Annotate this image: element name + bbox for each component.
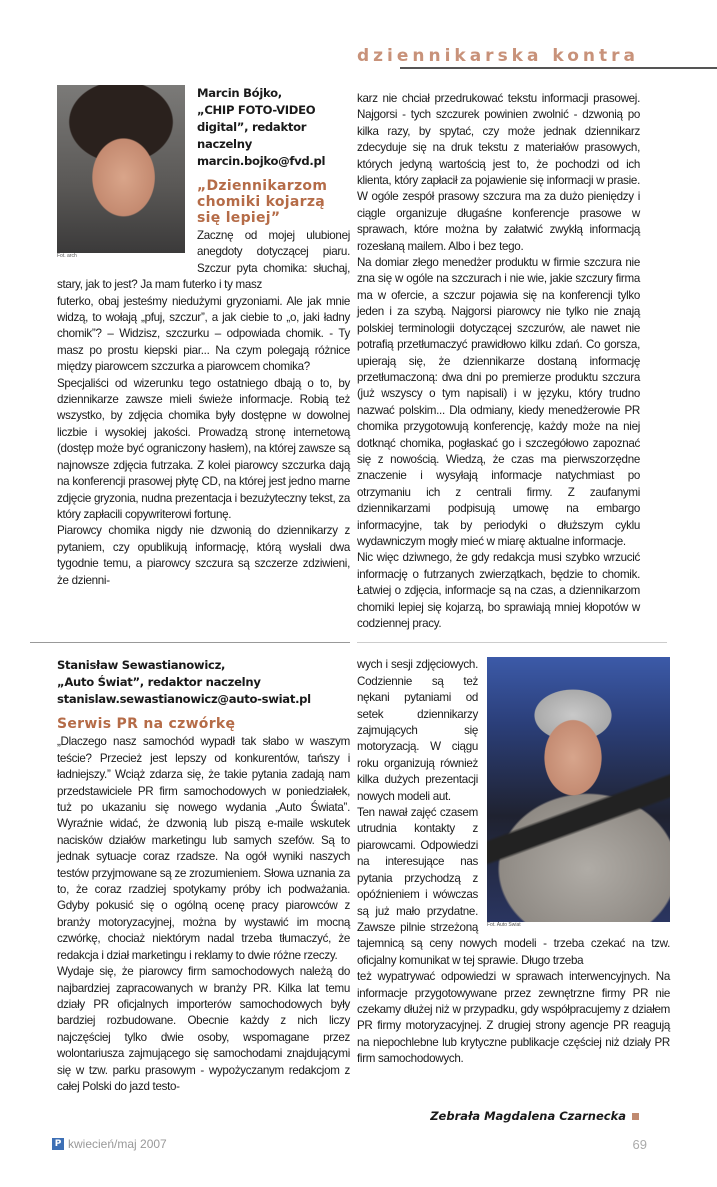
paragraph: Nic więc dziwnego, że gdy redakcja musi szybko wrzucić informację o futrzanych zwierzątkach, będzie to chomik. Łatwiej o zdjęcia, informacje są na czas, a dziennikarzom chomiki lepiej się kojarzą, bo sprawiają mniej kłopotów w codziennej pracy. bbox=[357, 551, 640, 630]
article2-heading: Serwis PR na czwórkę bbox=[57, 716, 236, 733]
end-square-icon bbox=[632, 1113, 639, 1120]
paragraph: Zacznę od mojej ulubionej anegdoty dotyczącej piaru. Szczur pyta chomika: słuchaj, stary, jak to jest? Ja mam futerko i ty masz bbox=[57, 229, 350, 292]
article1-column-right bbox=[357, 85, 640, 632]
paragraph: Piarowcy chomika nigdy nie dzwonią do dziennikarzy z pytaniem, czy opublikują informację, którą wysłali dwa tygodnie temu, a piarowcy szczura są szczerze zdziwieni, że dzienni- bbox=[57, 524, 350, 587]
author-photo-sewastianowicz bbox=[487, 657, 670, 922]
page-header bbox=[0, 0, 717, 85]
article1-column-left bbox=[57, 85, 350, 632]
section-divider bbox=[357, 642, 667, 643]
author-outlet: „CHIP FOTO-VIDEO digital”, redaktor naczelny bbox=[197, 103, 316, 151]
paragraph: futerko, obaj jesteśmy niedużymi gryzoniami. Ale jak mnie widzą, to wołają „pfuj, szczur”, a jak ciebie to „o, jaki ładny chomik”? – Widzisz, szczurku – odpowiada chomik. - Ty masz po prostu kiepski piar... Na czym polegają różnice między piarowcem szczurka a piarowcem chomika? bbox=[57, 294, 350, 374]
signature-text: Zebrała Magdalena Czarnecka bbox=[430, 1109, 626, 1124]
paragraph: wych i sesji zdjęciowych. Codziennie są też nękani pytaniami od setek dziennikarzy zajmujących się motoryzacją. W ciągu roku organizują również kilka dużych prezentacji nowych modeli aut. bbox=[357, 658, 478, 803]
photo-frame bbox=[57, 85, 185, 260]
section-divider bbox=[30, 642, 350, 643]
section-divider-row bbox=[0, 642, 717, 643]
author-block-sewastianowicz bbox=[57, 657, 350, 708]
author-email: marcin.bojko@fvd.pl bbox=[197, 154, 326, 168]
paragraph: Ten nawał zajęć czasem utrudnia kontakty z piarowcami. Odpowiedzi na interesujące nas pytania przychodzą z opóźnieniem i wówczas są już mało przydatne. Zawsze pilnie strzeżoną tajemnicą są ceny nowych modeli - trzeba czekać na tzw. oficjalny komunikat w tej sprawie. Długo trzeba bbox=[357, 806, 670, 967]
paragraph: też wypatrywać odpowiedzi w sprawach interwencyjnych. Na informacje przygotowywane przez zewnętrzne firmy PR nie czekamy dłużej niż w przypadku, gdy współpracujemy z działem PR firmy motoryzacyjnej. Z drugiej strony agencje PR reagują na niepochlebne lub krytyczne publikacje częściej niż działy PR firm samochodowych. bbox=[357, 970, 670, 1066]
issue-date: kwiecień/maj 2007 bbox=[68, 1137, 167, 1152]
paragraph: Na domiar złego menedżer produktu w firmie szczura nie zna się w ogóle na szczurach i nie wie, jakie szczury firma ma w ofercie, a szczur pojawia się na konferencji tylko jeden i za szybą. Najgorsi piarowcy nie tylko nie znają polskiej terminologii dotyczącej szczurów, ale nawet nie potrafią przetłumaczyć prawidłowo kilku zdań. Co gorsza, upierają się, że dziennikarze dostaną informację przetłumaczoną: dwa dni po premierze produktu szczura (już wszyscy o tym napisali) i w języku, który trudno nazwać polskim... Dla odmiany, kiedy menedżerowie PR chomika przygotowują konferencję, każdy może na niej dotknąć chomika, pogłaskać go i szczegółowo zapoznać się z nowością. Wiedzą, że czas ma pierwszorzędne znaczenie i wysyłają informacje natychmiast po otrzymaniu ich z centrali firmy. Z zaufanymi dziennikarzami podpisują umowę na embargo informacyjne, tak by periodyki o dłuższym cyklu wydawniczym mogły mieć w miarę aktualne informacje. bbox=[357, 256, 640, 548]
header-rule bbox=[400, 67, 717, 69]
paragraph: „Dlaczego nasz samochód wypadł tak słabo w waszym teście? Przecież jest lepszy od konkurentów, tańszy i ładniejszy.” Wciąż zdarza się, że takie pytania zadają nam przedstawiciele PR firm samochodowych w poniedziałek, tuż po ukazaniu się nowego wydania „Auto Świata”. Wyraźnie widać, że dzwonią lub piszą e-maile wskutek nacisków działów marketingu lub samych szefów. Są to jednak sytuacje coraz rzadsze. Na ogół wyniki naszych testów przyjmowane są ze zrozumieniem. Słowa uznania za to, że coraz rzadziej spotykamy próby ich podważania. Gdyby pokusić się o ogólną ocenę pracy piarowców z branży motoryzacyjnej, można by wystawić im mocną czwórkę, chociaż niektórym nadal trzeba tłumaczyć, że redakcja i dział marketingu i reklamy to dwie różne rzeczy. bbox=[57, 735, 350, 962]
article2-column-left bbox=[57, 657, 350, 1095]
photo-frame bbox=[487, 657, 670, 929]
photo-credit: Fot. arch bbox=[57, 253, 77, 259]
author-photo-bojko bbox=[57, 85, 185, 253]
author-name: Marcin Bójko, bbox=[197, 86, 282, 100]
article2 bbox=[0, 657, 717, 1095]
author-name: Stanisław Sewastianowicz, bbox=[57, 658, 226, 673]
section-title: dziennikarska kontra bbox=[356, 46, 639, 66]
paragraph: karz nie chciał przedrukować tekstu informacji prasowej. Najgorsi - tych szczurek powinien zwolnić - dzwonią po kilka razy, by spytać, czy może jednak dziennikarz zdecyduje się na druk tekstu z materiałów prasowych, których jedyną wartością jest to, że pochodzi od ich klienta, który zapłacił za pojawienie się informacji w prasie. W ogóle zespół prasowy szczura ma za dużo pieniędzy i ciągle organizuje długaśne konferencje prasowe w sprawach, które można by załatwić zwykłą informacją rozesłaną mailem. Albo i bez tego. bbox=[357, 92, 640, 253]
photo-credit: Fot. Auto Świat bbox=[487, 922, 521, 929]
paragraph: Specjaliści od wizerunku tego ostatniego dbają o to, by dziennikarze zawsze mieli świeże informacje. Robią też wszystko, by zdjęcia chomika były dostępne w dowolnej liczbie i wysokiej jakości. Prowadzą stronę internetową (dostęp może być ograniczony hasłem), na której zawsze są najnowsze zdjęcia futrzaka. Z kolei piarowcy szczurka dają na konferencji prasowej płytę CD, na której jest jedno marne zdjęcie gryzonia, nudna prezentacja i bezużyteczny tekst, za który zapłacili copywriterowi fortunę. bbox=[57, 376, 350, 521]
magazine-logo-icon: P bbox=[52, 1138, 64, 1150]
page-footer bbox=[0, 1137, 717, 1187]
paragraph: Wydaje się, że piarowcy firm samochodowych należą do najbardziej zapracowanych w branży PR. Kilka lat temu działy PR oficjalnych importerów samochodowych były bardziej rozbudowane. Obecnie każdy z nich liczy najczęściej tylko dwie osoby, wspomagane przez wolontariusza zajmującego się samochodami znajdującymi się w tzw. parku prasowym - wypożyczanym redakcjom z całej Polski do jazd testo- bbox=[57, 965, 350, 1093]
article1-heading: „Dziennikarzom chomiki kojarzą się lepiej” bbox=[197, 178, 328, 226]
author-outlet: „Auto Świat”, redaktor naczelny bbox=[57, 675, 261, 690]
article2-column-right bbox=[357, 657, 670, 1095]
page-number: 69 bbox=[632, 1137, 647, 1153]
author-email: stanislaw.sewastianowicz@auto-swiat.pl bbox=[57, 692, 311, 707]
article1 bbox=[0, 85, 717, 632]
signature bbox=[0, 1109, 717, 1123]
